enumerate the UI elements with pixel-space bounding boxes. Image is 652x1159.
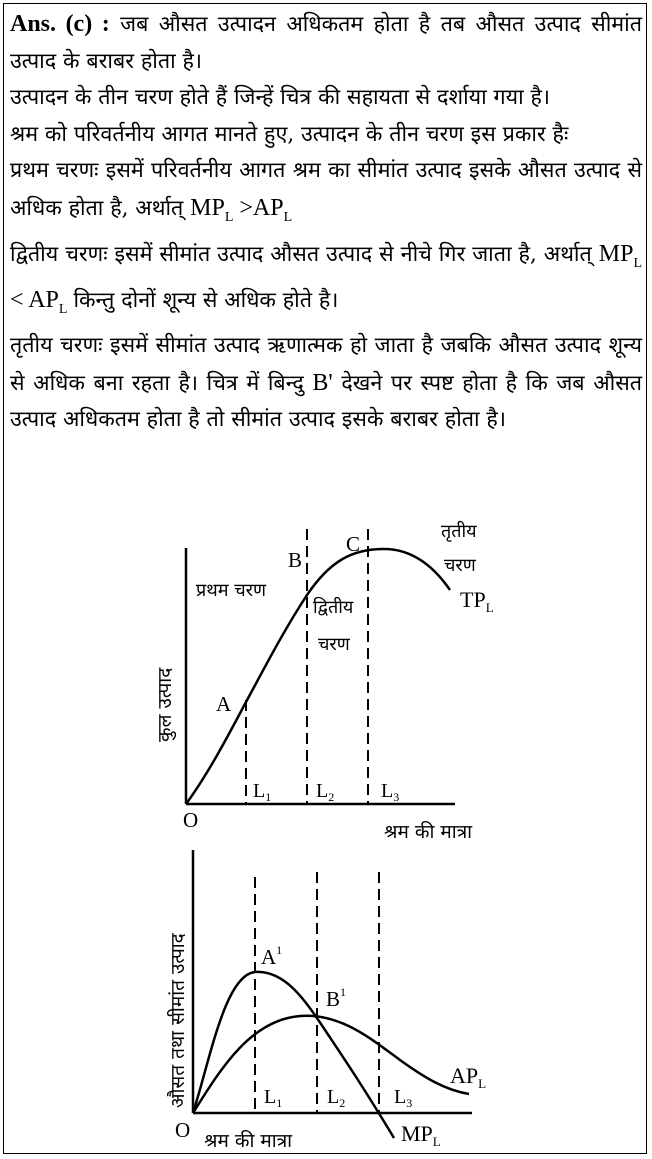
stage-2-text-b: किन्तु दोनों शून्य से अधिक होते है।	[73, 288, 339, 314]
ap-mp-marker-l2: $L_2$	[327, 1086, 346, 1110]
stage-1-label: प्रथम चरण	[196, 580, 267, 601]
tp-series-label: $TP_L$	[460, 587, 494, 615]
ap-mp-point-a1: $A^1$	[261, 943, 283, 969]
stage-2-label-line1: द्वितीय	[313, 597, 354, 618]
ap-mp-point-b1: $B^1$	[326, 985, 347, 1011]
stage-1-text: प्रथम चरणः इसमें परिवर्तनीय आगत श्रम का सीमांत उत्पाद इसके औसत उत्पाद से अधिक होता है, अर्थात्	[10, 158, 642, 221]
ap-mp-axes	[193, 850, 472, 1113]
answer-statement: जब औसत उत्पादन अधिकतम होता है तब औसत उत्पाद सीमांत उत्पाद के बराबर होता है।	[10, 12, 642, 74]
ap-series-label: $AP_L$	[450, 1063, 487, 1091]
paragraph-labour-variable: श्रम को परिवर्तनीय आगत मानते हुए, उत्पादन के तीन चरण इस प्रकार हैः	[10, 121, 569, 147]
stage-3-label-line2: चरण	[444, 555, 476, 576]
paragraph-stages-intro: उत्पादन के तीन चरण होते हैं जिन्हें चित्र की सहायता से दर्शाया गया है।	[10, 85, 551, 110]
stage-3-label-line1: तृतीय	[441, 521, 477, 542]
stage-1-relation: $MP_L >AP_L$	[190, 194, 293, 225]
tp-xlabel: श्रम की मात्रा	[384, 821, 473, 843]
mp-series-label: $MP_L$	[401, 1121, 441, 1149]
stage-2-label-line2: चरण	[318, 634, 350, 655]
ap-mp-marker-l3: $L_3$	[394, 1086, 413, 1110]
tp-marker-l3: $L_3$	[381, 780, 400, 804]
ap-mp-dashed-lines	[255, 872, 379, 1113]
stage-2-relation: $MP_L < AP_L$	[10, 240, 642, 317]
tp-point-b: B	[288, 548, 303, 572]
stage-3-text-b: देखने पर स्पष्ट होता है कि जब औसत उत्पाद अधिकतम होता है तो सीमांत उत्पाद इसके बराबर होता है।	[10, 370, 642, 433]
answer-label: Ans. (c) :	[10, 11, 110, 37]
ap-mp-xlabel: श्रम की मात्रा	[204, 1130, 293, 1152]
tp-marker-l1: $L_1$	[253, 780, 272, 804]
tp-point-c: C	[346, 532, 361, 556]
stage-2-text-a: द्वितीय चरणः इसमें सीमांत उत्पाद औसत उत्पाद से नीचे गिर जाता है, अर्थात्	[10, 241, 592, 267]
ap-mp-origin: O	[175, 1118, 191, 1142]
tp-ylabel: कुल उत्पाद	[154, 667, 176, 742]
tp-marker-l2: $L_2$	[316, 780, 335, 804]
ap-mp-marker-l1: $L_1$	[264, 1086, 283, 1110]
tp-point-a: A	[216, 692, 232, 716]
ap-mp-ylabel: औसत तथा सीमांत उत्पाद	[167, 933, 189, 1108]
tp-origin: O	[183, 808, 199, 832]
stage-3-point: B'	[312, 369, 333, 396]
stage-3-text-a: तृतीय चरणः इसमें सीमांत उत्पाद ऋणात्मक हो जाता है जबकि औसत उत्पाद शून्य से अधिक बना रहता है। चित्र में बिन्दु	[10, 333, 642, 396]
